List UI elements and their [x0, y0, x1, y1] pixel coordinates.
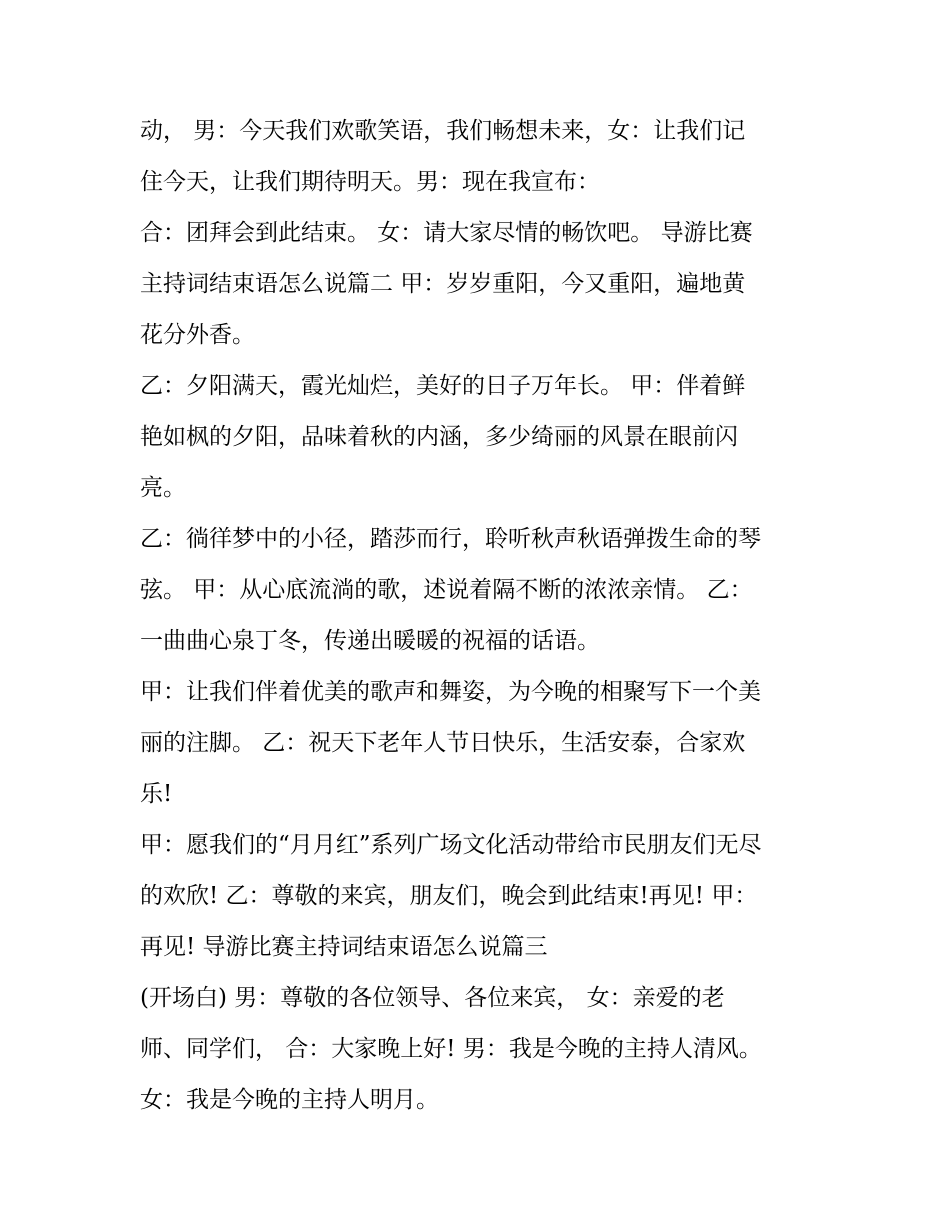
text-line: 主持词结束语怎么说篇二 甲：岁岁重阳，今又重阳，遍地黄 — [140, 271, 746, 297]
text-line: 再见! 导游比赛主持词结束语怎么说篇三 — [140, 934, 548, 960]
text-line: 乐! — [140, 781, 173, 807]
text-line: 合：团拜会到此结束。 女：请大家尽情的畅饮吧。 导游比赛 — [140, 220, 753, 246]
text-line: 师、同学们， 合：大家晚上好! 男：我是今晚的主持人清风。 — [140, 1036, 762, 1062]
document-body — [140, 106, 830, 1126]
text-line: 艳如枫的夕阳，品味着秋的内涵，多少绮丽的风景在眼前闪 — [140, 424, 738, 450]
text-line: 丽的注脚。 乙：祝天下老年人节日快乐，生活安泰，合家欢 — [140, 730, 746, 756]
text-line: 乙：夕阳满天，霞光灿烂，美好的日子万年长。 甲：伴着鲜 — [140, 373, 746, 399]
text-line: 一曲曲心泉丁冬，传递出暖暖的祝福的话语。 — [140, 628, 600, 654]
text-line: (开场白) 男：尊敬的各位领导、各位来宾， 女：亲爱的老 — [140, 985, 725, 1011]
text-line: 动， 男：今天我们欢歌笑语，我们畅想未来，女：让我们记 — [140, 118, 746, 144]
text-line: 的欢欣! 乙：尊敬的来宾，朋友们，晚会到此结束!再见! 甲： — [140, 883, 758, 909]
text-line: 甲：让我们伴着优美的歌声和舞姿，为今晚的相聚写下一个美 — [140, 679, 761, 705]
text-line: 弦。 甲：从心底流淌的歌，述说着隔不断的浓浓亲情。 乙： — [140, 577, 753, 603]
text-line: 乙：徜徉梦中的小径，踏莎而行，聆听秋声秋语弹拨生命的琴 — [140, 526, 761, 552]
text-line: 住今天，让我们期待明天。男：现在我宣布： — [140, 169, 600, 195]
text-line: 花分外香。 — [140, 322, 255, 348]
text-line: 亮。 — [140, 475, 186, 501]
text-line: 甲：愿我们的“月月红”系列广场文化活动带给市民朋友们无尽 — [140, 832, 762, 858]
text-line: 女：我是今晚的主持人明月。 — [140, 1087, 439, 1113]
